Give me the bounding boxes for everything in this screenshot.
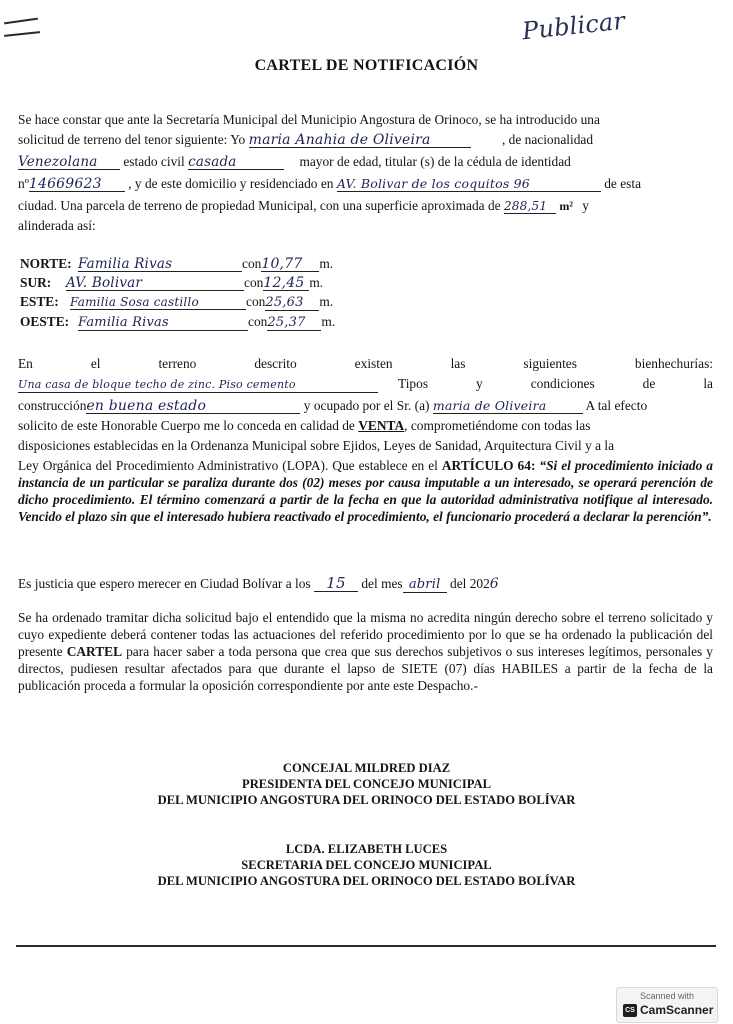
condition-value: en buena estado <box>86 398 207 414</box>
venta-label: VENTA <box>358 418 405 433</box>
scan-mark <box>4 18 38 25</box>
intro-line-6: alinderada así: <box>18 218 96 233</box>
article-quote: “Si el procedimiento iniciado a instancia de un particular se paraliza durante dos (02) meses por causa imputable a un interesado, se operará perención de dicho procedimiento. El término comenzará a partir de la fecha en que la autoridad administrativa notifique al interesado. Vencido el plazo sin que el interesado hubiera reactivado el procedimiento, el funcionario procederá a declarar la perención”. <box>18 458 713 524</box>
improvements-description-field <box>18 377 378 393</box>
closing-text: del 202 <box>450 576 490 591</box>
cartel-label: CARTEL <box>66 644 123 659</box>
improvements-text: solicito de este Honorable Cuerpo me lo conceda en calidad de <box>18 418 355 433</box>
address-value: AV. Bolivar de los coquitos 96 <box>336 176 530 191</box>
boundary-owner: Familia Sosa castillo <box>70 295 199 309</box>
boundary-measure-field <box>267 315 321 331</box>
intro-text: de esta <box>604 176 642 191</box>
camscanner-logo-icon <box>623 1004 637 1017</box>
intro-line-1: Se hace constar que ante la Secretaría Municipal del Municipio Angostura de Orinoco, se ha introducido una <box>18 112 600 127</box>
boundary-con: con <box>246 294 266 309</box>
improvements-text: A tal efecto <box>585 398 648 413</box>
nationality-field <box>18 155 120 170</box>
occupant-value: maria de Oliveira <box>432 398 547 413</box>
intro-text: nº <box>18 176 29 191</box>
improvements-text: y ocupado por el Sr. (a) <box>303 398 430 413</box>
boundary-row <box>20 274 323 291</box>
signature-1-role: PRESIDENTA DEL CONCEJO MUNICIPAL <box>242 777 491 791</box>
boundary-unit: m. <box>321 314 336 329</box>
boundary-measure: 10,77 <box>261 256 303 272</box>
publicar-stamp: Publicar <box>520 6 627 46</box>
boundary-label: NORTE: <box>20 256 72 271</box>
improvements-text: Tipos y condiciones de la <box>398 376 713 391</box>
watermark-brand: CamScanner <box>640 1003 714 1017</box>
improvements-text: construcción <box>18 398 87 413</box>
boundary-row <box>20 255 333 272</box>
intro-text: ciudad. Una parcela de terreno de propiedad Municipal, con una superficie aproximada de <box>18 198 501 213</box>
boundary-owner-field <box>78 315 248 331</box>
scan-mark <box>4 31 40 37</box>
closing-line <box>18 575 499 593</box>
boundary-unit: m. <box>309 275 324 290</box>
signature-2-entity: DEL MUNICIPIO ANGOSTURA DEL ORINOCO DEL ESTADO BOLÍVAR <box>157 874 576 888</box>
camscanner-watermark <box>616 987 718 1023</box>
occupant-field <box>433 399 583 414</box>
boundary-measure: 12,45 <box>263 275 305 291</box>
day-value: 15 <box>326 574 346 592</box>
boundary-label: OESTE: <box>20 314 70 329</box>
applicant-name: maria Anahia de Oliveira <box>248 132 431 148</box>
improvements-line-3 <box>18 397 647 414</box>
boundary-con: con <box>244 275 264 290</box>
improvements-description: Una casa de bloque techo de zinc. Piso cemento <box>18 378 296 391</box>
boundary-measure-field <box>261 257 319 272</box>
boundary-owner: AV. Bolivar <box>66 275 143 291</box>
improvements-line-6 <box>18 457 713 525</box>
boundary-con: con <box>248 314 268 329</box>
boundary-con: con <box>242 256 262 271</box>
address-field <box>337 177 601 192</box>
boundary-measure-field <box>265 295 319 311</box>
intro-line-5 <box>18 197 589 215</box>
intro-line-4 <box>18 175 641 192</box>
boundary-row <box>20 293 333 311</box>
condition-field <box>86 399 300 414</box>
month-field <box>403 577 447 593</box>
civil-status-value: casada <box>188 154 237 170</box>
boundary-owner: Familia Rivas <box>78 256 173 272</box>
order-text: Se ha ordenado tramitar dicha solicitud bajo el entendido que la misma no acredita ningún derecho sobre el terreno solicitado y cuyo expediente deberá contener todas las actuaciones del referido procedimiento por lo que se ha ordenado la publicación del presente <box>18 610 713 659</box>
boundary-row <box>20 313 335 331</box>
intro-text: , de nacionalidad <box>501 132 594 147</box>
improvements-line-1: En el terreno descrito existen las siguientes bienhechurías: <box>18 356 713 371</box>
boundary-owner-field <box>78 257 242 272</box>
area-value: 288,51 <box>503 199 548 213</box>
page-title: CARTEL DE NOTIFICACIÓN <box>254 57 479 74</box>
closing-text: Es justicia que espero merecer en Ciudad Bolívar a los <box>18 576 311 591</box>
boundary-unit: m. <box>319 256 334 271</box>
boundary-measure: 25,63 <box>265 295 304 310</box>
closing-text: del mes <box>361 576 403 591</box>
boundary-unit: m. <box>319 294 334 309</box>
year-digit: 6 <box>489 576 499 592</box>
signature-2-name: LCDA. ELIZABETH LUCES <box>285 842 448 856</box>
improvements-line-4 <box>18 417 590 434</box>
intro-text: mayor de edad, titular (s) de la cédula de identidad <box>299 154 571 169</box>
name-field <box>249 133 471 148</box>
boundary-label: ESTE: <box>20 294 59 309</box>
intro-text: y <box>582 198 589 213</box>
intro-line-2 <box>18 131 593 148</box>
civil-status-field <box>188 155 284 170</box>
logo-badge-text: CS <box>625 1007 635 1014</box>
boundary-label: SUR: <box>20 275 52 290</box>
improvements-line-2 <box>18 375 713 393</box>
improvements-line-5: disposiciones establecidas en la Ordenanza Municipal sobre Ejidos, Leyes de Sanidad, Arquitectura Civil y a la <box>18 438 615 453</box>
boundary-owner-field <box>70 295 246 310</box>
area-unit: m² <box>559 199 573 213</box>
watermark-line1: Scanned with <box>639 991 695 1001</box>
intro-text: solicitud de terreno del tenor siguiente: Yo <box>18 132 246 147</box>
boundary-measure-field <box>263 276 309 291</box>
month-value: abril <box>408 577 441 592</box>
signature-1-name: CONCEJAL MILDRED DIAZ <box>282 761 451 775</box>
article-label: ARTÍCULO 64: <box>441 458 536 473</box>
boundary-owner: Familia Rivas <box>78 315 169 330</box>
improvements-text: Ley Orgánica del Procedimiento Administrativo (LOPA). Que establece en el <box>18 458 438 473</box>
area-field <box>504 199 556 214</box>
order-paragraph <box>18 609 713 694</box>
order-text: para hacer saber a toda persona que crea que sus derechos subjetivos o sus intereses legítimos, personales y directos, pudiesen resultar afectados para que durante el lapso de SIETE (07) días HABILES a partir de la fecha de la publicación proceda a formular la oposición correspondiente por ante este Despacho.- <box>18 644 713 693</box>
bottom-divider <box>16 945 716 947</box>
intro-text: , y de este domicilio y residenciado en <box>128 176 334 191</box>
nationality-value: Venezolana <box>18 154 98 170</box>
boundary-owner-field <box>66 276 244 291</box>
cedula-field <box>29 177 125 192</box>
intro-line-3 <box>18 153 571 170</box>
boundary-measure: 25,37 <box>267 315 306 330</box>
improvements-text: , comprometiéndome con todas las <box>404 418 591 433</box>
cedula-value: 14669623 <box>28 176 102 192</box>
day-field <box>314 576 358 592</box>
intro-text: estado civil <box>123 154 185 169</box>
signature-1-entity: DEL MUNICIPIO ANGOSTURA DEL ORINOCO DEL ESTADO BOLÍVAR <box>157 793 576 807</box>
signature-2-role: SECRETARIA DEL CONCEJO MUNICIPAL <box>241 858 492 872</box>
